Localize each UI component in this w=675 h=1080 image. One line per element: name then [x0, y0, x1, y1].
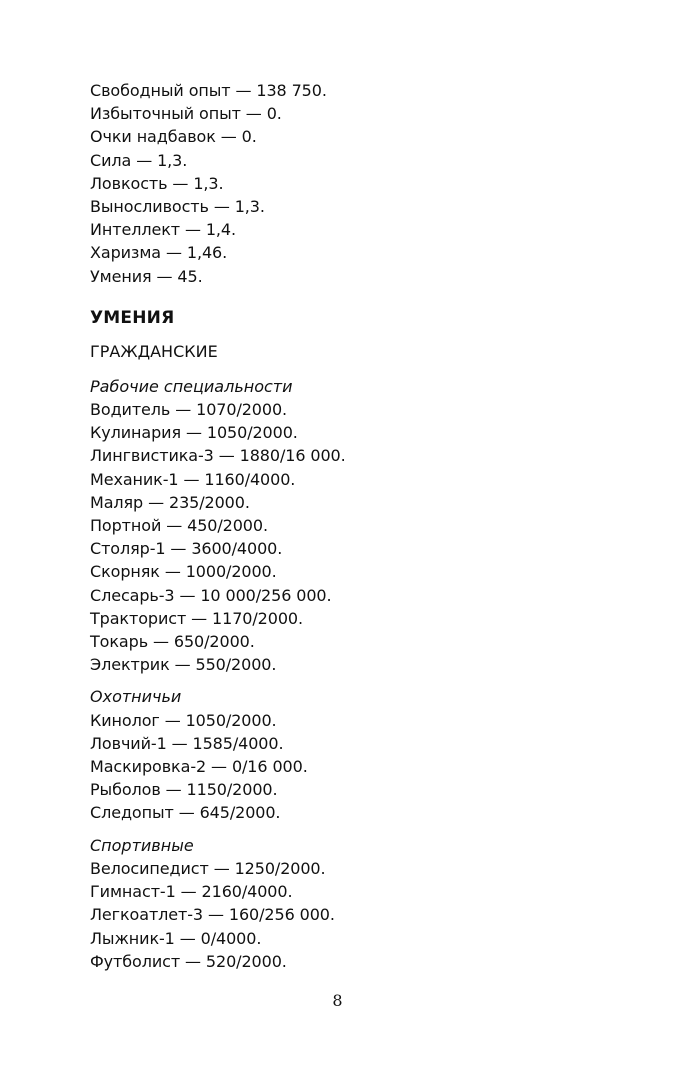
- skill-line: Следопыт — 645/2000.: [90, 803, 281, 823]
- group-title: Рабочие специальности: [90, 376, 293, 396]
- group-title: Спортивные: [90, 835, 194, 855]
- skill-line: Портной — 450/2000.: [90, 516, 268, 536]
- skill-line: Велосипедист — 1250/2000.: [90, 858, 326, 878]
- stat-line: Интеллект — 1,4.: [90, 220, 236, 240]
- skill-line: Столяр-1 — 3600/4000.: [90, 539, 283, 559]
- skill-line: Маляр — 235/2000.: [90, 492, 250, 512]
- page-number: 8: [332, 991, 343, 1010]
- skill-line: Кулинария — 1050/2000.: [90, 423, 298, 443]
- skill-line: Ловчий-1 — 1585/4000.: [90, 733, 284, 753]
- stat-line: Избыточный опыт — 0.: [90, 104, 282, 124]
- skill-line: Лингвистика-3 — 1880/16 000.: [90, 446, 346, 466]
- skill-line: Скорняк — 1000/2000.: [90, 562, 277, 582]
- page-content: [90, 79, 610, 973]
- stat-line: Очки надбавок — 0.: [90, 127, 257, 147]
- skill-line: Легкоатлет-3 — 160/256 000.: [90, 905, 335, 925]
- skill-line: Электрик — 550/2000.: [90, 655, 277, 675]
- skill-line: Рыболов — 1150/2000.: [90, 780, 278, 800]
- skill-line: Водитель — 1070/2000.: [90, 400, 288, 420]
- section-heading: УМЕНИЯ: [90, 307, 175, 328]
- skill-line: Маскировка-2 — 0/16 000.: [90, 757, 308, 777]
- stat-line: Ловкость — 1,3.: [90, 173, 224, 193]
- skill-line: Токарь — 650/2000.: [90, 632, 255, 652]
- skill-group-work: [90, 375, 610, 677]
- skill-group-hunting: [90, 685, 610, 824]
- subsection-heading: ГРАЖДАНСКИЕ: [90, 341, 218, 361]
- skill-group-sports: [90, 834, 610, 973]
- stat-line: Харизма — 1,46.: [90, 243, 228, 263]
- stat-line: Умения — 45.: [90, 266, 203, 286]
- stat-line: Свободный опыт — 138 750.: [90, 81, 327, 100]
- skill-line: Кинолог — 1050/2000.: [90, 710, 277, 730]
- skill-line: Гимнаст-1 — 2160/4000.: [90, 882, 293, 902]
- stat-line: Сила — 1,3.: [90, 150, 188, 170]
- group-title: Охотничьи: [90, 687, 182, 707]
- skill-line: Слесарь-3 — 10 000/256 000.: [90, 585, 332, 605]
- stat-line: Выносливость — 1,3.: [90, 197, 265, 217]
- stats-block: [90, 79, 610, 288]
- skill-line: Механик-1 — 1160/4000.: [90, 469, 296, 489]
- skill-line: Лыжник-1 — 0/4000.: [90, 928, 262, 948]
- skill-line: Футболист — 520/2000.: [90, 951, 287, 971]
- skill-line: Тракторист — 1170/2000.: [90, 608, 303, 628]
